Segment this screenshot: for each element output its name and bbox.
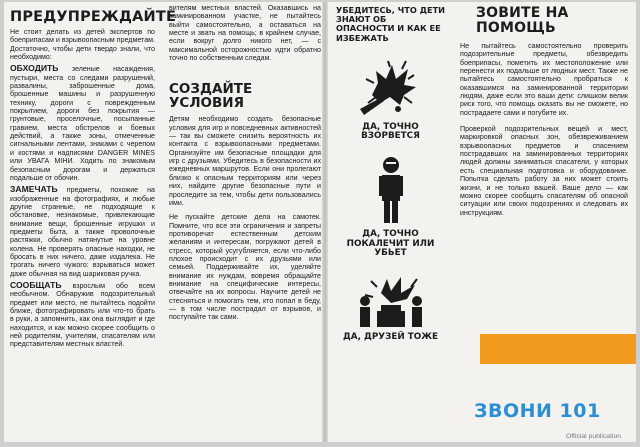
page-fold <box>322 2 328 442</box>
warn-notice <box>10 185 155 278</box>
warn-title: ПРЕДУПРЕЖДАЙТЕ <box>10 9 177 25</box>
conditions-para-2: Не пускайте детские дела на самотек. Помните, что все эти ограничения и запреты противоречат естественным детским желаниям и интересам, погружают детей в стресс, который усугубляется, если что-либо плохое происходит с их друзьями или семьей. Поддерживайте их, уделяйте внимание их нуждам, вовремя обращайте внимание на специфические интересы, отвечайте на их вопросы. Научите детей не стесняться и помогать тем, кто попал в беду, — в том числе пострадал от взрывов, и поступайте так сами. <box>169 213 321 322</box>
standing-person-icon <box>376 156 406 226</box>
warn-avoid <box>10 64 155 182</box>
conditions-para-1: Детям необходимо создать безопасные условия для игр и повседневных активностей — так вы сможете снизить вероятность их контакта с взрывоопасными предметами. Организуйте им безопасные площадки для игр с друзьями. Убедитесь в безопасности их ежедневных маршрутов. Если они пролегают близко к опасным территориям или через них, найдите другие безопасные пути и проследите за тем, чтобы дети пользовались ими. <box>169 115 321 207</box>
avoid-text: зеленые насаждения, пустыри, места со следами разрушений, развалины, заброшенные дома, брошенные машины и разрушенную технику, дороги с поврежденным покрытием, дороги без покрытия — грунтовые, проселочные, посыпанные гравием, места обстрелов и боевых действий, а также зоны, отмеченные сигнальными лентами, знаками с черепом и костями и надписями DANGER MINES или УВАГА МІНИ. Ходить по знакомым безопасным дорогам и держаться подальше от обочин. <box>10 65 155 182</box>
report-text: взрослым обо всем необычном. Обнаружив подозрительный предмет или место, не пытайтесь подойти ближе, фотографировать или что-то брать в руки, а запомнить, как она выглядит и где находится, и как можно скорее сообщить о ней родителям, учителям, спасателям или представителям местных властей. <box>10 281 155 349</box>
help-para-1: Не пытайтесь самостоятельно проверить подозрительные предметы, обезвредить боеприпасы, пометить их местоположение или перенести их подальше от людных мест. Также не пытайтесь самостоятельно пробраться к оказавшимся на заминированной территории людям, даже если это ваши дети: слишком велик риск того, что помощь оказать вы не сможете, но пострадаете сами и погубите их. <box>460 42 628 117</box>
conditions-title: СОЗДАЙТЕ УСЛОВИЯ <box>169 81 253 112</box>
children-explosion-icon <box>351 273 431 329</box>
warn-report <box>10 281 155 349</box>
footer-credit: Official publication <box>566 433 622 440</box>
caption-explodes: ДА, ТОЧНО ВЗОРВЕТСЯ <box>361 121 420 142</box>
report-lead: СООБЩАТЬ <box>10 279 62 290</box>
warn-body <box>10 28 155 349</box>
notice-text: предметы, похожие на изображенные на фотографиях, и любые другие странные, не подходящие к обстановке, незнакомые, привлекающие внимание вещи, брошенные игрушки и предметы быта, а также проволочные растяжки, обычно натянутые на уровне колена. Не проверять опасные находки, не бросать в них ничего, даже издалека. Не трогать ничего чужого: взрываться может даже обычная на вид шариковая ручка. <box>10 186 155 278</box>
notice-lead: ЗАМЕЧАТЬ <box>10 184 58 195</box>
panel-conditions <box>165 2 325 442</box>
conditions-continued <box>169 4 321 62</box>
danger-headline: УБЕДИТЕСЬ, ЧТО ДЕТИ ЗНАЮТ ОБ ОПАСНОСТИ И КАК ЕЕ ИЗБЕЖАТЬ <box>336 5 446 43</box>
caption-injures: ДА, ТОЧНО ПОКАЛЕЧИТ ИЛИ УБЬЕТ <box>346 229 435 259</box>
avoid-lead: ОБХОДИТЬ <box>10 63 59 74</box>
continued-text: вителям местных властей. Оказавшись на заминированном участке, не пытайтесь выйти самостоятельно, а оставаться на месте и звать на помощь; в крайнем случае, если вокруг долго никого нет, — с максимальной осторожностью идти обратно точно по собственным следам. <box>169 4 321 63</box>
conditions-body <box>169 115 321 321</box>
warn-intro: Не стоит делать из детей экспертов по боеприпасам и взрывоопасным предметам. Достаточно, чтобы дети твердо знали, что необходимо: <box>10 28 155 62</box>
call-number: ЗВОНИ 101 <box>474 400 601 422</box>
panel-danger <box>332 2 449 442</box>
help-para-2: Проверкой подозрительных вещей и мест, маркировкой опасных зон, обезвреживанием взрывоопасных предметов и спасением пострадавших на заминированных территориях людей должны заниматься спасатели, у которых есть специальная подготовка и оборудование. Попытка сделать работу за них может стоить жизни, и не только вашей. Ваше дело — как можно скорее сообщить спасателям об опасной ситуации или своих подозрениях и следовать их инструкциям. <box>460 125 628 217</box>
help-title: ЗОВИТЕ НА ПОМОЩЬ <box>476 5 569 36</box>
panel-call-help <box>452 2 636 442</box>
help-body <box>460 42 628 217</box>
panel-warn <box>4 2 177 442</box>
accent-bar <box>480 334 636 364</box>
leaflet-sheet <box>4 2 636 442</box>
caption-friends: ДА, ДРУЗЕЙ ТОЖЕ <box>342 331 439 342</box>
explosion-icon <box>360 57 422 119</box>
